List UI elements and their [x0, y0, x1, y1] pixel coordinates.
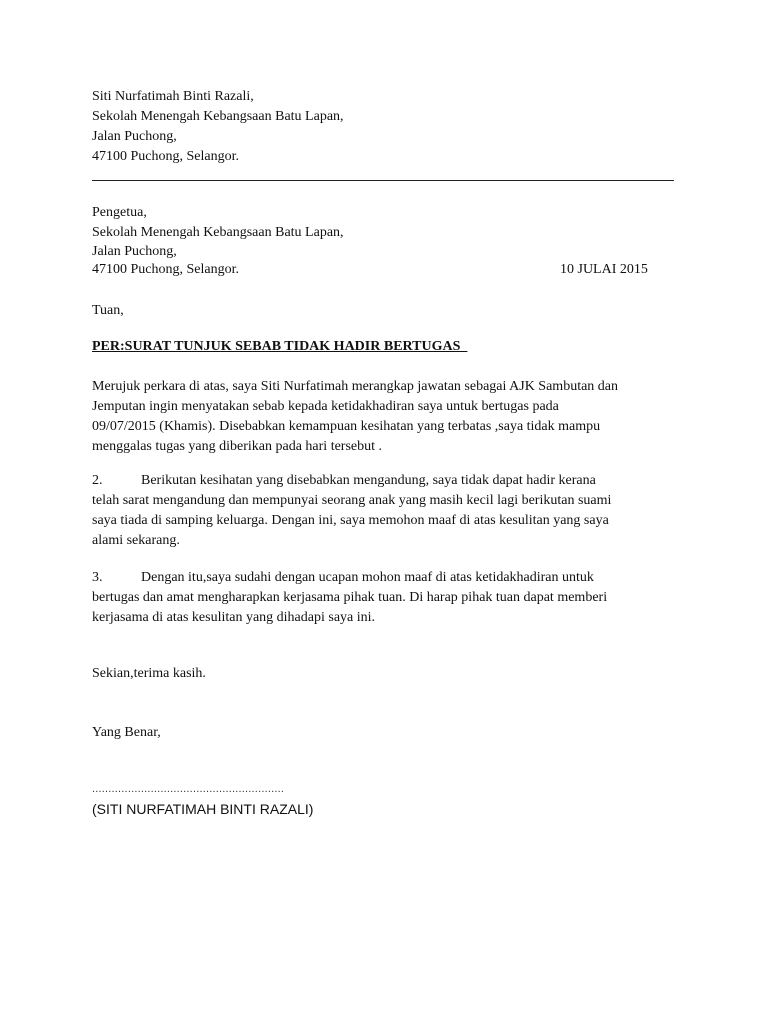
paragraph-3-line: bertugas dan amat mengharapkan kerjasama pihak tuan. Di harap pihak tuan dapat memberi: [92, 590, 608, 605]
header-divider: [92, 180, 674, 181]
signature-name: (SITI NURFATIMAH BINTI RAZALI): [92, 801, 314, 817]
paragraph-3-number: 3.: [92, 570, 103, 585]
sender-city: 47100 Puchong, Selangor.: [92, 149, 239, 164]
sender-name: Siti Nurfatimah Binti Razali,: [92, 89, 254, 104]
signoff-text: Yang Benar,: [92, 725, 161, 740]
recipient-city: 47100 Puchong, Selangor.: [92, 262, 239, 277]
recipient-title: Pengetua,: [92, 205, 147, 220]
paragraph-3-line: Dengan itu,saya sudahi dengan ucapan mohon maaf di atas ketidakhadiran untuk: [141, 570, 594, 585]
paragraph-1-line: Jemputan ingin menyatakan sebab kepada ketidakhadiran saya untuk bertugas pada: [92, 399, 559, 414]
paragraph-3-line: kerjasama di atas kesulitan yang dihadapi saya ini.: [92, 610, 376, 625]
recipient-street: Jalan Puchong,: [92, 244, 177, 259]
paragraph-1-line: Merujuk perkara di atas, saya Siti Nurfatimah merangkap jawatan sebagai AJK Sambutan dan: [92, 379, 619, 394]
paragraph-3: [92, 568, 682, 628]
letter-subject: PER:SURAT TUNJUK SEBAB TIDAK HADIR BERTUGAS: [92, 339, 468, 354]
sender-school: Sekolah Menengah Kebangsaan Batu Lapan,: [92, 109, 344, 124]
salutation: Tuan,: [92, 303, 124, 318]
paragraph-2-line: telah sarat mengandung dan mempunyai seorang anak yang masih kecil lagi berikutan suami: [92, 493, 612, 508]
sender-street: Jalan Puchong,: [92, 129, 177, 144]
paragraph-1-line: 09/07/2015 (Khamis). Disebabkan kemampuan kesihatan yang terbatas ,saya tidak mampu: [92, 419, 601, 434]
paragraph-2-line: Berikutan kesihatan yang disebabkan mengandung, saya tidak dapat hadir kerana: [141, 473, 596, 488]
paragraph-1-line: menggalas tugas yang diberikan pada hari tersebut .: [92, 439, 383, 454]
paragraph-2-line: saya tiada di samping keluarga. Dengan ini, saya memohon maaf di atas kesulitan yang saya: [92, 513, 609, 528]
paragraph-3-first-line: [92, 568, 682, 588]
paragraph-1: [92, 377, 682, 457]
paragraph-2-first-line: [92, 471, 682, 491]
paragraph-2-line: alami sekarang.: [92, 533, 180, 548]
paragraph-2: [92, 471, 682, 551]
closing-text: Sekian,terima kasih.: [92, 666, 206, 681]
signature-line: ...........................................................: [92, 783, 285, 795]
recipient-school: Sekolah Menengah Kebangsaan Batu Lapan,: [92, 225, 344, 240]
letter-date: 10 JULAI 2015: [560, 262, 648, 277]
paragraph-2-number: 2.: [92, 473, 103, 488]
